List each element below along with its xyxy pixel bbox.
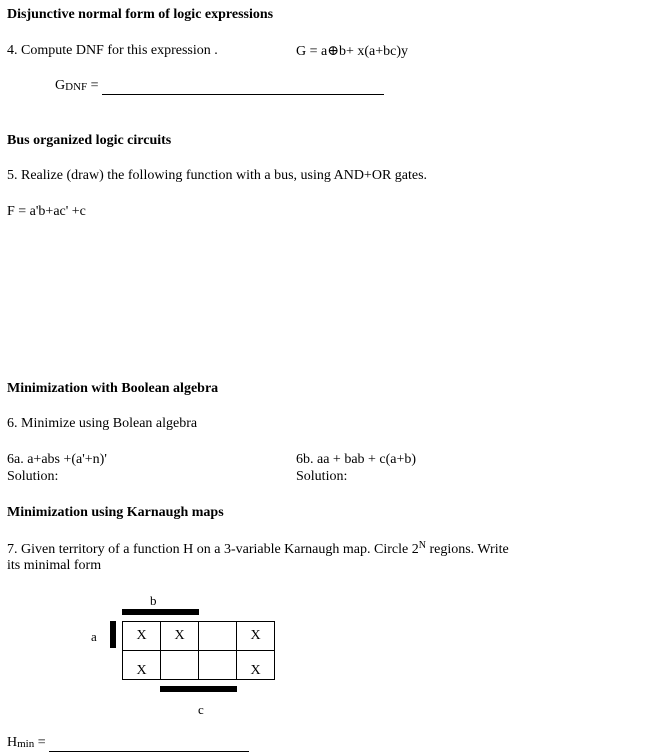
dnf-question: 4. Compute DNF for this expression . — [7, 43, 218, 58]
boolean-part-a: 6a. a+abs +(a'+n)' — [7, 452, 107, 467]
kmap-cell[interactable] — [199, 651, 237, 680]
kmap-cell[interactable]: X — [237, 622, 275, 651]
kmap-row — [123, 622, 275, 651]
kmap-bar-a — [110, 621, 116, 648]
dnf-answer-label: $G_{DNF}$ = — [55, 78, 99, 93]
dnf-answer-blank[interactable] — [102, 78, 384, 95]
karnaugh-question-line2: its minimal form — [7, 558, 102, 573]
kmap-cell[interactable]: X — [161, 622, 199, 651]
kmap-cell[interactable]: X — [123, 622, 161, 651]
kmap-bar-b — [122, 609, 199, 615]
kmap-row — [123, 651, 275, 680]
karnaugh-answer-blank[interactable] — [49, 735, 249, 752]
kmap-label-a: a — [91, 629, 97, 644]
karnaugh-answer-line — [7, 735, 249, 752]
bus-question: 5. Realize (draw) the following function with a bus, using AND+OR gates. — [7, 168, 428, 183]
karnaugh-answer-label: $H_{min}$ = — [7, 735, 46, 750]
karnaugh-question-line1: 7. Given territory of a function H on a 3-variable Karnaugh map. Circle $2^N$ regions. Write — [7, 540, 509, 557]
boolean-heading: Minimization with Boolean algebra — [7, 381, 219, 396]
boolean-part-a-solution: Solution: — [7, 469, 59, 484]
bus-heading: Bus organized logic circuits — [7, 133, 172, 148]
dnf-heading: Disjunctive normal form of logic expressions — [7, 7, 274, 22]
kmap-grid — [122, 621, 275, 680]
kmap-cell[interactable]: X — [123, 651, 161, 680]
karnaugh-heading: Minimization using Karnaugh maps — [7, 505, 224, 520]
dnf-expression: G = a⊕b+ x(a+bc)y — [296, 44, 408, 59]
kmap-label-c: c — [198, 702, 204, 717]
kmap-cell[interactable]: X — [237, 651, 275, 680]
bus-function: F = a'b+ac' +c — [7, 204, 86, 219]
boolean-part-b: 6b. aa + bab + c(a+b) — [296, 452, 417, 467]
kmap-cell[interactable] — [161, 651, 199, 680]
kmap-label-b: b — [150, 593, 157, 608]
dnf-answer-line — [55, 78, 384, 95]
boolean-part-b-solution: Solution: — [296, 469, 348, 484]
kmap-cell[interactable] — [199, 622, 237, 651]
kmap-bar-c — [160, 686, 237, 692]
boolean-question: 6. Minimize using Bolean algebra — [7, 416, 198, 431]
